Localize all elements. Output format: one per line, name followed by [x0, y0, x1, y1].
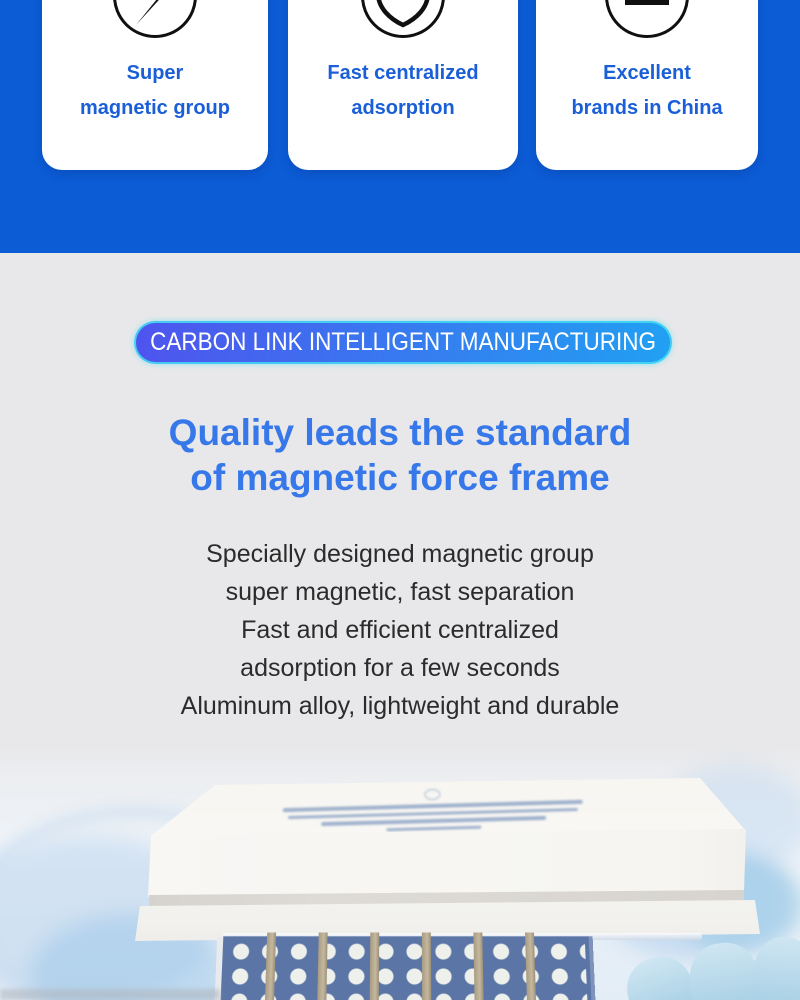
feature-card-text	[288, 56, 518, 126]
description-line: Specially designed magnetic group	[206, 540, 594, 568]
bench-edge	[0, 989, 220, 1000]
description-line: Aluminum alloy, lightweight and durable	[180, 692, 620, 720]
description-line: Fast and efficient centralized	[241, 616, 559, 644]
feature-description	[0, 535, 800, 725]
page-title-line: Quality leads the standard	[168, 412, 632, 453]
feature-card-magnetic-group	[42, 0, 268, 170]
feature-line: Super	[126, 62, 184, 84]
magnetic-rail	[370, 932, 380, 1000]
feature-line: Fast centralized	[327, 62, 479, 84]
description-line: super magnetic, fast separation	[225, 578, 575, 606]
magnetic-rail	[317, 932, 327, 1000]
lightning-icon	[113, 0, 197, 38]
page-title-line: of magnetic force frame	[190, 457, 610, 498]
feature-card-adsorption	[288, 0, 518, 170]
description-line: adsorption for a few seconds	[240, 654, 560, 682]
magnetic-rail	[422, 932, 431, 1000]
stamp-icon	[605, 0, 689, 38]
well-plate	[215, 936, 596, 1000]
feature-line: brands in China	[571, 97, 723, 119]
feature-line: magnetic group	[79, 97, 230, 119]
feature-card-text	[42, 56, 268, 126]
magnetic-rail	[473, 932, 483, 1000]
section-badge	[134, 321, 672, 364]
feature-line: adsorption	[351, 97, 455, 119]
product-photo	[0, 745, 800, 1000]
hero-section	[0, 0, 800, 253]
feature-card-text	[536, 56, 758, 126]
feature-line: Excellent	[603, 62, 691, 84]
shield-icon	[361, 0, 445, 38]
feature-card-brand	[536, 0, 758, 170]
page-title	[0, 410, 800, 500]
box-logo-mark	[424, 789, 440, 800]
section-badge-label: CARBON LINK INTELLIGENT MANUFACTURING	[150, 328, 656, 356]
